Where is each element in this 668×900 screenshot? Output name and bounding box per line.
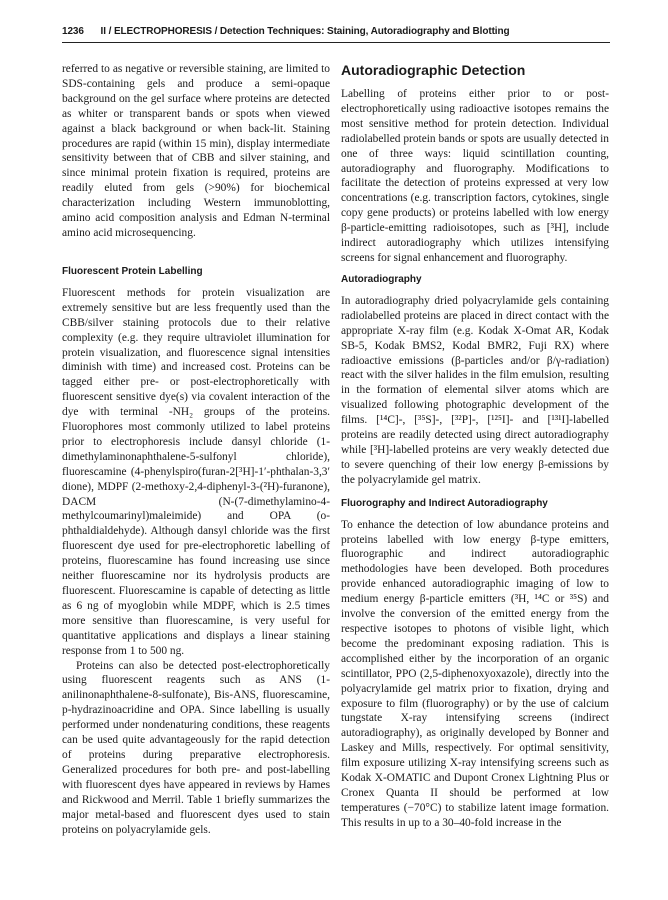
header-rule <box>62 42 610 43</box>
fluorescent-paragraph-1: Fluorescent methods for protein visualization are extremely sensitive but are less frequently used than the CBB/silver staining protocols due to their relative complexity (e.g. they require ultraviolet illumination for protein visualization, and fluorescence signal intensities diminish with time) and increased cost. Proteins can be tagged either pre- or post-electrophoretically with fluorescent sensitive dye(s) via covalent interaction of the dye with terminal -NH₂ groups of the proteins. Fluorophores most commonly utilized to label proteins prior to electrophoresis include dansyl chloride (1-dimethylaminonaphthalene-5-sulfonyl chloride), fluorescamine (4-phenylspiro(furan-2[³H]-1′-phthalan-3,3′ dione), MDPF (2-methoxy-2,4-diphenyl-3-(²H)-furanone), DACM (N-(7-dimethylamino-4-methylcoumarinyl)maleimide) and OPA (o-phthaldialdehyde). Although dansyl chloride was the first fluorescent dye used for pre-electrophoretic labelling of proteins, fluorescamine has found increasing use since neither fluorescamine nor its hydrolysis products are fluorescent. Fluorescamine is capable of detecting as little as 6 ng of myoglobin while MDPF, which is 2.5 times more sensitive than fluorescamine, is very useful for quantitative applications and displays a linear staining response from 1 to 500 ng. <box>62 286 330 657</box>
heading-autoradiography: Autoradiography <box>341 273 422 285</box>
running-head <box>62 26 610 37</box>
intro-paragraph: referred to as negative or reversible staining, are limited to SDS-containing gels and produce a semi-opaque background on the gel surface where proteins are detected as whiter or transparent bands or spots when viewed against a black background or when back-lit. Staining procedures are rapid (within 15 min), display intermediate sensitivity between that of CBB and silver staining, and since minimal protein fixation is required, proteins are readily eluted from gels (>90%) for biochemical characterization including Western immunoblotting, amino acid composition analysis and Edman N-terminal amino acid microsequencing. <box>62 63 330 239</box>
page-number: 1236 <box>62 26 84 37</box>
autoradiographic-intro-paragraph: Labelling of proteins either prior to or post-electrophoretically using radioactive isotopes remains the most sensitive method for protein detection. Individual radiolabelled protein bands or spots are usually detected in one of three ways: liquid scintillation counting, autoradiography and fluorography. Modifications to facilitate the detection of proteins expressed at very low concentrations (e.g. transcription factors, cytokines, single copy gene products) or proteins labelled with low energy β-particle-emitting radioisotopes, such as [³H], include indirect autoradiography which utilizes intensifying screens for signal enhancement and fluorography. <box>341 88 609 264</box>
left-column <box>62 62 330 837</box>
running-title: II / ELECTROPHORESIS / Detection Techniques: Staining, Autoradiography and Blotting <box>100 26 510 37</box>
right-column <box>341 62 609 831</box>
heading-autoradiographic-detection: Autoradiographic Detection <box>341 62 526 78</box>
heading-fluorography: Fluorography and Indirect Autoradiography <box>341 497 548 509</box>
fluorescent-paragraph-2: Proteins can also be detected post-electrophoretically using fluorescent reagents such as ANS (1-anilinonaphthalene-8-sulfonate), Bis-ANS, fluorescamine, p-hydrazinoacridine and OPA. Since labelling is usually performed under nondenaturing conditions, these reagents can be used quite advantageously for the rapid detection of proteins during preparative electrophoresis. Generalized procedures for both pre- and post-labelling with fluorescent dyes have appeared in reviews by Hames and Rickwood and Merril. Table 1 briefly summarizes the major metal-based and fluorescent dyes used to stain proteins on polyacrylamide gels. <box>62 659 330 836</box>
autoradiography-paragraph: In autoradiography dried polyacrylamide gels containing radiolabelled proteins are placed in direct contact with the appropriate X-ray film (e.g. Kodak X-Omat AR, Kodak SB-5, Kodak BMS2, Kodal BMR2, Fuji RX) where radioactive emissions (β-particles and/or β/γ-radiation) react with the silver halides in the film emulsion, resulting in the formation of elemental silver atoms which are visualized following photographic development of the films. [¹⁴C]-, [³⁵S]-, [³²P]-, [¹²⁵I]- and [¹³¹I]-labelled proteins are readily detected using direct autoradiography while [³H]-labelled proteins are very weakly detected due to severe quenching of their low energy β-emissions by the polyacrylamide gel matrix. <box>341 294 609 486</box>
heading-fluorescent-protein-labelling: Fluorescent Protein Labelling <box>62 265 203 277</box>
fluorography-paragraph: To enhance the detection of low abundance proteins and proteins labelled with low energy β-type emitters, fluorographic and indirect autoradiographic methodologies have been developed. Both procedures provide enhanced autoradiographic imaging of low to medium energy β-particle emitters (³H, ¹⁴C or ³⁵S) and involve the conversion of the emitted energy from the respective isotopes to photons of visible light, which become the predominant exposing radiation. This is accomplished either by the incorporation of an organic scintillator, PPO (2,5-diphenoxyoxazole), directly into the polyacrylamide gel matrix prior to fixation, drying and exposure to film (fluorography) or by the use of calcium tungstate X-ray intensifying screens (indirect autoradiography), as originally developed by Bonner and Laskey and Mills, respectively. For optimal sensitivity, film exposure utilizing X-ray intensifying screens such as Kodak X-OMATIC and Dupont Cronex Lightning Plus or Cronex Quanta II should be performed at low temperatures (−70°C) to stabilize latent image formation. This results in up to a 30–40-fold increase in the <box>341 518 609 829</box>
